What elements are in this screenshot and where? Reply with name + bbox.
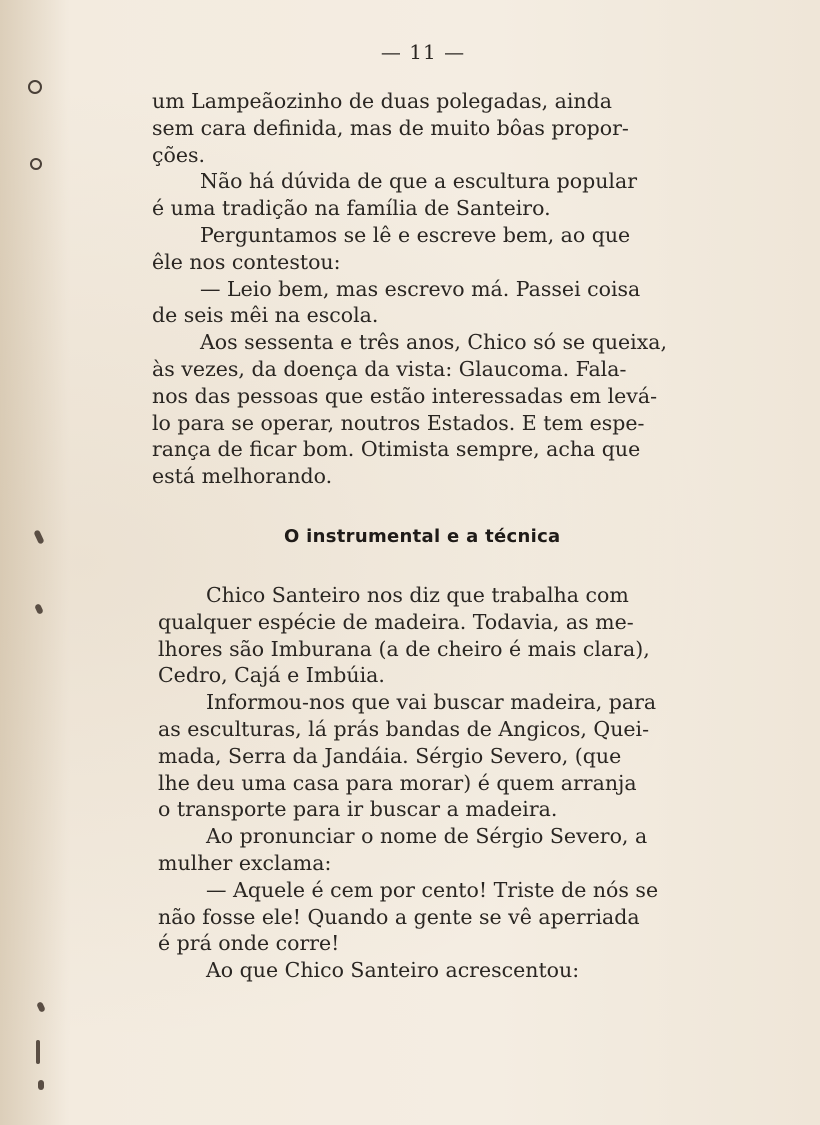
text-block-1 (152, 88, 667, 490)
text-line: lhores são Imburana (a de cheiro é mais clara), (158, 636, 650, 661)
text-line: Aos sessenta e três anos, Chico só se queixa, (200, 330, 668, 355)
text-line: Não há dúvida de que a escultura popular (200, 169, 638, 194)
section-heading: O instrumental e a técnica (284, 526, 561, 547)
binding-mark (38, 1080, 44, 1090)
text-line: um Lampeãozinho de duas polegadas, ainda (152, 89, 612, 113)
text-line: não fosse ele! Quando a gente se vê aperriada (158, 904, 640, 929)
text-line: Cedro, Cajá e Imbúia. (158, 663, 385, 688)
text-line: lhe deu uma casa para morar) é quem arranja (158, 770, 637, 795)
text-line: — Leio bem, mas escrevo má. Passei coisa (200, 276, 641, 301)
binding-mark (36, 1040, 40, 1064)
text-line: Informou-nos que vai buscar madeira, para (206, 690, 657, 715)
page-number: — 11 — (380, 40, 466, 64)
text-block-2 (158, 582, 658, 984)
text-line: Perguntamos se lê e escreve bem, ao que (200, 222, 631, 247)
text-line: sem cara definida, mas de muito bôas propor- (152, 115, 629, 140)
binding-hole (28, 80, 42, 94)
text-line: — Aquele é cem por cento! Triste de nós se (206, 877, 659, 902)
text-line: é uma tradição na família de Santeiro. (152, 196, 551, 221)
text-line: às vezes, da doença da vista: Glaucoma. Fala- (152, 356, 627, 381)
text-line: rança de ficar bom. Otimista sempre, acha que (152, 437, 641, 462)
text-line: é prá onde corre! (158, 931, 340, 956)
text-line: de seis mêi na escola. (152, 303, 379, 328)
text-line: Ao pronunciar o nome de Sérgio Severo, a (206, 824, 648, 849)
text-line: ções. (152, 142, 205, 167)
text-line: está melhorando. (152, 464, 333, 489)
text-line: Ao que Chico Santeiro acrescentou: (206, 958, 580, 983)
text-line: êle nos contestou: (152, 249, 341, 274)
text-line: lo para se operar, noutros Estados. E tem espe- (152, 410, 645, 435)
text-line: mulher exclama: (158, 850, 332, 875)
text-line: nos das pessoas que estão interessadas em levá- (152, 383, 658, 408)
text-line: o transporte para ir buscar a madeira. (158, 797, 558, 822)
text-line: as esculturas, lá prás bandas de Angicos, Quei- (158, 716, 650, 741)
binding-hole (30, 158, 42, 170)
text-line: qualquer espécie de madeira. Todavia, as me- (158, 609, 634, 634)
text-line: Chico Santeiro nos diz que trabalha com (206, 583, 629, 607)
text-line: mada, Serra da Jandáia. Sérgio Severo, (que (158, 743, 622, 768)
